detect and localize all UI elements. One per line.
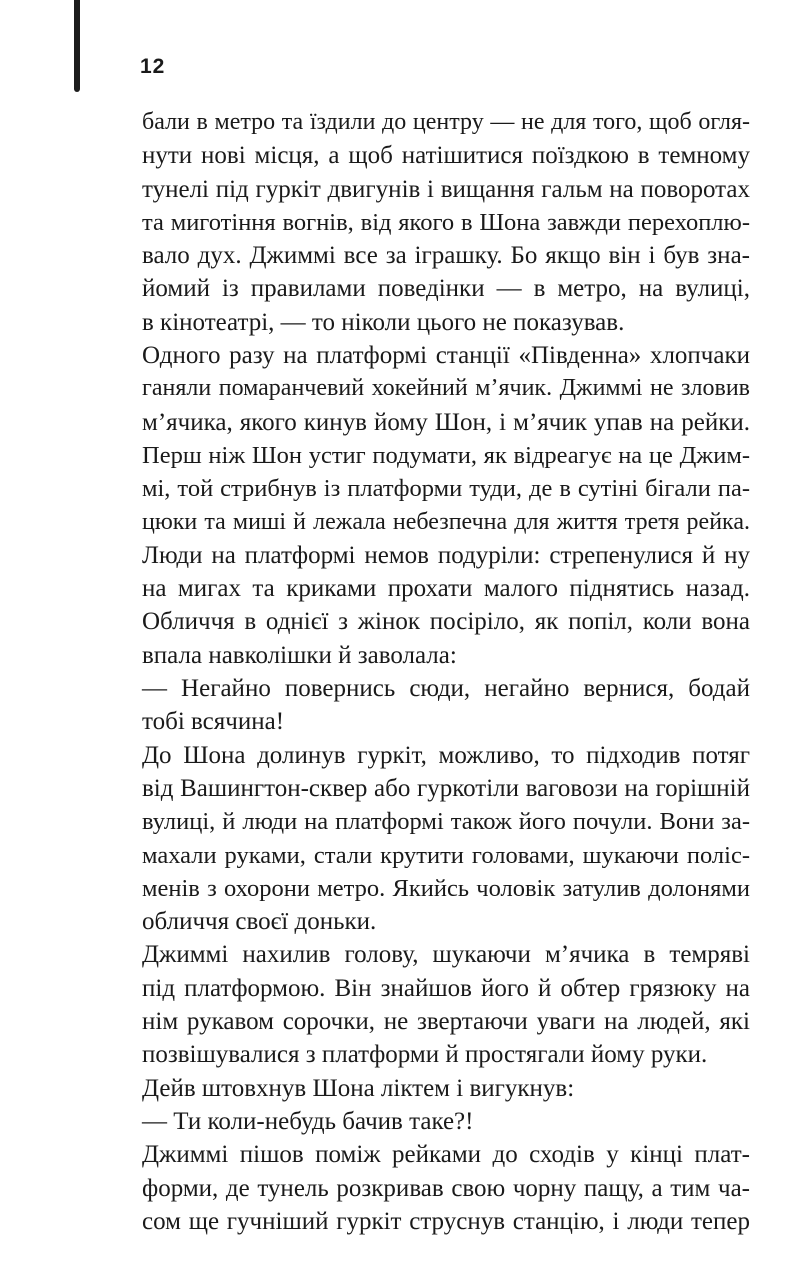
text-line: мі, той стрибнув із платформи туди, де в сутіні бігали па- — [142, 475, 750, 503]
text-line: — Ти коли-небудь бачив таке?! — [142, 1107, 474, 1135]
text-line: вало дух. Джиммі все за іграшку. Бо якщо він і був зна- — [142, 242, 750, 270]
text-line: — Негайно повернись сюди, негайно вернися, бодай — [142, 675, 750, 703]
text-line: під платформою. Він знайшов його й обтер грязюку на — [142, 974, 750, 1002]
text-line: обличчя своєї доньки. — [142, 908, 377, 936]
text-line: позвішувалися з платформи й простягали йому руки. — [142, 1041, 708, 1069]
text-line: вулиці, й люди на платформі також його почули. Вони за- — [142, 808, 750, 836]
text-line: нути нові місця, а щоб натішитися поїздкою в темному — [142, 142, 750, 170]
text-line: від Вашингтон-сквер або гуркотіли ваговози на горішній — [142, 774, 750, 802]
text-line: та миготіння вогнів, від якого в Шона завжди перехоплю- — [142, 208, 750, 236]
text-line: впала навколішки й заволала: — [142, 641, 457, 669]
page-edge-mark — [74, 0, 80, 92]
text-line: Джиммі нахилив голову, шукаючи м’ячика в темряві — [142, 941, 750, 969]
text-line: Перш ніж Шон устиг подумати, як відреагує на це Джим- — [142, 441, 750, 469]
text-line: в кінотеатрі, — то ніколи цього не показував. — [142, 308, 625, 336]
text-line: До Шона долинув гуркіт, можливо, то підходив потяг — [142, 741, 750, 769]
text-line: махали руками, стали крутити головами, шукаючи поліс- — [142, 841, 750, 869]
text-line: на мигах та криками прохати малого піднятись назад. — [142, 575, 750, 603]
text-line: Джиммі пішов поміж рейками до сходів у кінці плат- — [142, 1141, 750, 1169]
text-line: тунелі під гуркіт двигунів і вищання гальм на поворотах — [142, 175, 750, 203]
text-line: Одного разу на платформі станції «Південна» хлопчаки — [142, 342, 750, 370]
text-line: йомий із правилами поведінки — в метро, на вулиці, — [142, 275, 750, 303]
text-line: сом ще гучніший гуркіт струснув станцію, і люди тепер — [142, 1207, 750, 1235]
text-line: Обличчя в однієї з жінок посіріло, як попіл, коли вона — [142, 608, 750, 636]
text-line: форми, де тунель розкривав свою чорну пащу, а тим ча- — [142, 1174, 750, 1202]
text-line: цюки та миші й лежала небезпечна для життя третя рейка. — [142, 508, 750, 535]
body-text — [142, 106, 750, 1238]
text-line: ганяли помаранчевий хокейний м’ячик. Джиммі не зловив — [142, 375, 750, 402]
text-line: м’ячика, якого кинув йому Шон, і м’ячик упав на рейки. — [142, 408, 750, 436]
text-line: Люди на платформі немов подуріли: стрепенулися й ну — [142, 541, 750, 569]
text-line: нім рукавом сорочки, не звертаючи уваги на людей, які — [142, 1008, 750, 1036]
text-line: тобі всячина! — [142, 708, 285, 736]
text-line: менів з охорони метро. Якийсь чоловік затулив долонями — [142, 874, 750, 902]
text-line: бали в метро та їздили до центру — не для того, щоб огля- — [142, 109, 750, 135]
page-number: 12 — [140, 55, 166, 78]
text-line: Дейв штовхнув Шона ліктем і вигукнув: — [142, 1074, 575, 1102]
